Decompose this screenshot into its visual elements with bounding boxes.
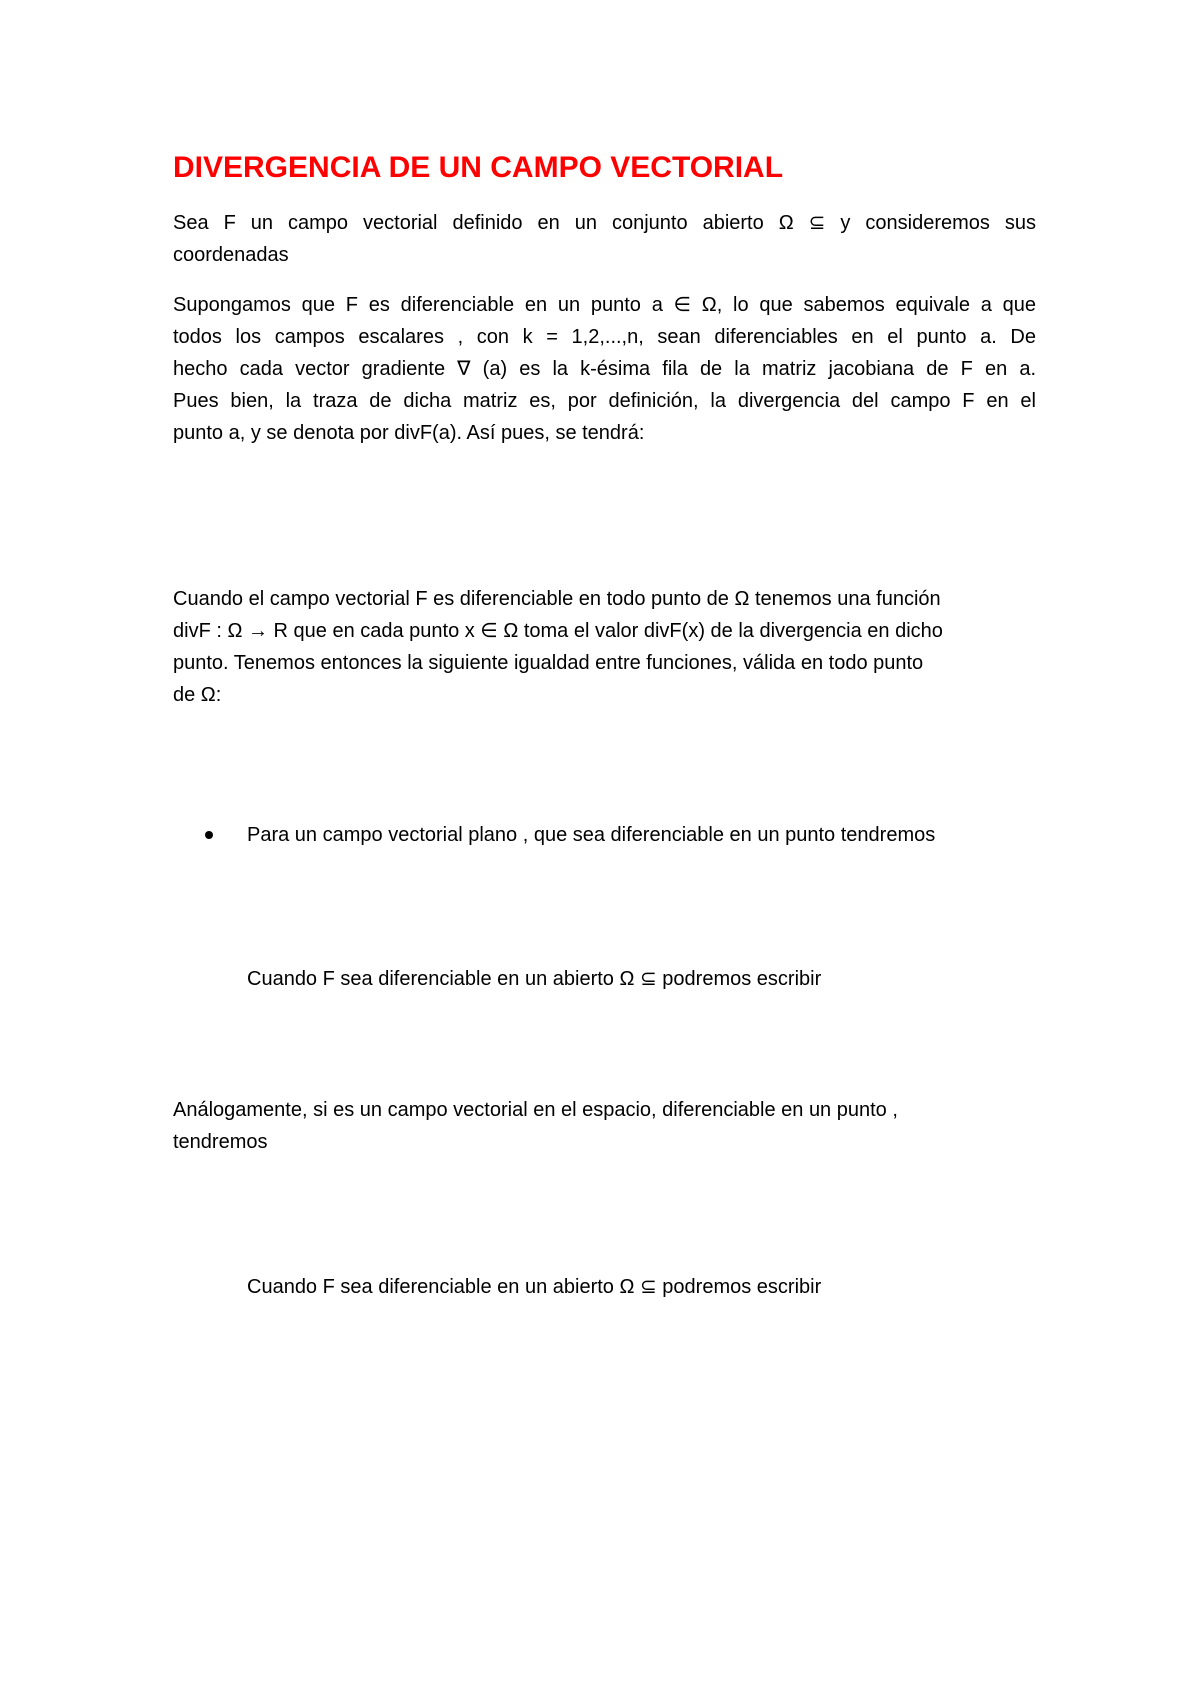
- paragraph-definition: [173, 289, 1036, 449]
- paragraph-line: Sea F un campo vectorial definido en un conjunto abierto Ω ⊆ y consideremos sus: [173, 212, 1036, 234]
- paragraph-line: Análogamente, si es un campo vectorial en el espacio, diferenciable en un punto ,: [173, 1099, 898, 1121]
- paragraph-space-field: [173, 1094, 1036, 1158]
- indented-text: Cuando F sea diferenciable en un abierto Ω ⊆ podremos escribir: [247, 968, 822, 990]
- paragraph-line: divF : Ω → R que en cada punto x ∈ Ω toma el valor divF(x) de la divergencia en dicho: [173, 620, 943, 642]
- list-item-text: Para un campo vectorial plano , que sea diferenciable en un punto tendremos: [247, 824, 936, 846]
- paragraph-line: Supongamos que F es diferenciable en un punto a ∈ Ω, lo que sabemos equivale a que: [173, 294, 1036, 316]
- paragraph-line: Pues bien, la traza de dicha matriz es, por definición, la divergencia del campo F en el: [173, 390, 1036, 412]
- paragraph-line: Cuando el campo vectorial F es diferenciable en todo punto de Ω tenemos una función: [173, 588, 941, 610]
- paragraph-line: hecho cada vector gradiente ∇ (a) es la k-ésima fila de la matriz jacobiana de F en a.: [173, 358, 1036, 380]
- paragraph-divergence-function: [173, 583, 1036, 711]
- bullet-icon: [205, 831, 213, 839]
- paragraph-line: punto a, y se denota por divF(a). Así pues, se tendrá:: [173, 422, 645, 444]
- paragraph-line: punto. Tenemos entonces la siguiente igualdad entre funciones, válida en todo punto: [173, 652, 924, 674]
- paragraph-line: coordenadas: [173, 244, 289, 266]
- paragraph-intro: [173, 207, 1036, 271]
- indented-text: Cuando F sea diferenciable en un abierto Ω ⊆ podremos escribir: [247, 1276, 822, 1298]
- paragraph-line: tendremos: [173, 1131, 268, 1153]
- document-title: DIVERGENCIA DE UN CAMPO VECTORIAL: [173, 151, 784, 184]
- paragraph-line: de Ω:: [173, 684, 222, 706]
- paragraph-line: todos los campos escalares , con k = 1,2,...,n, sean diferenciables en el punto a. De: [173, 326, 1036, 348]
